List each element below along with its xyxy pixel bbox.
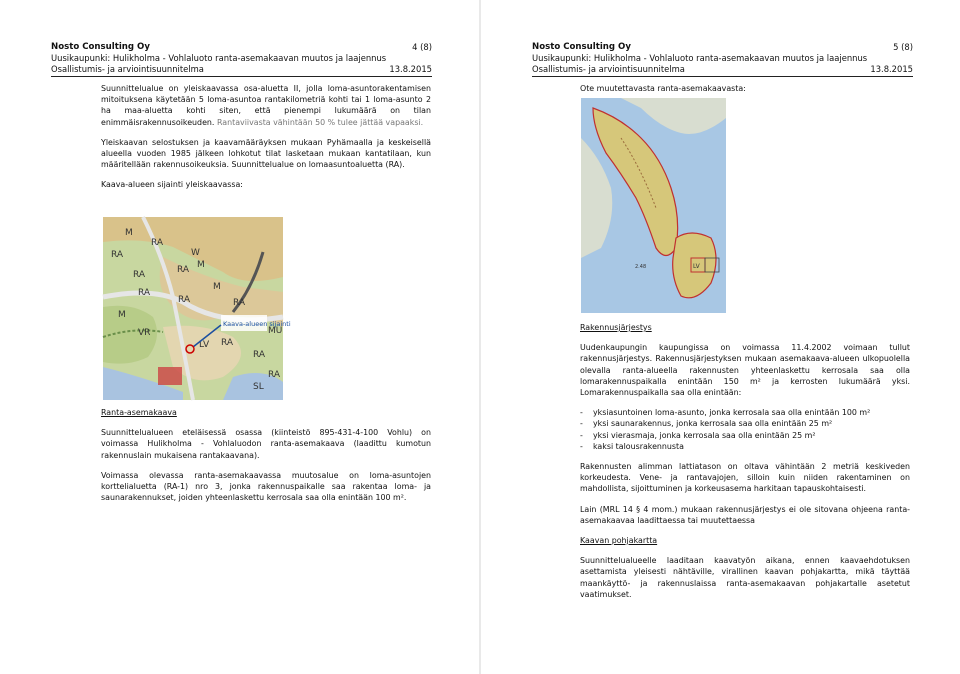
map-label: RA <box>253 350 266 360</box>
page-header <box>532 42 913 77</box>
general-plan-map <box>103 217 291 400</box>
document-type: Osallistumis- ja arviointisuunnitelma <box>51 64 204 74</box>
paragraph: Yleiskaavan selostuksen ja kaavamääräyksen mukaan Pyhämaalla ja keskeisellä alueella vuoden 1985 jälkeen lohkotut tilat lasketaan mukaan kantatilaan, kun määritellään rakennusoikeuksia. Suunnittelualue on lomaasuntoaluetta (RA). <box>101 137 431 170</box>
page-number: 5 (8) <box>893 42 913 52</box>
header-rule <box>532 76 913 77</box>
map-label: 2.48 <box>635 264 647 270</box>
paragraph: Rakennusten alimman lattiatason on oltava vähintään 2 metriä keskiveden korkeudesta. Vene- ja rantavajojen, silloin kuin niiden rakentaminen on mahdollista, sijoittuminen ja korkeusasema harkitaan tapauskohtaisesti. <box>580 462 910 494</box>
paragraph: Suunnittelualueen eteläisessä osassa (kiinteistö 895-431-4-100 Vohlu) on voimassa Hulikholma - Vohlaluodon ranta-asemakaava (laadittu kumotun rakennuslain mukaisena rantakaavana). <box>101 428 431 460</box>
section-heading: Rakennusjärjestys <box>580 323 652 332</box>
page-body-lower <box>101 407 431 512</box>
company-name: Nosto Consulting Oy <box>532 42 631 52</box>
document-page-4 <box>0 0 479 674</box>
shore-plan-map <box>581 98 726 313</box>
document-subtitle: Uusikaupunki: Hulikholma - Vohlaluoto ranta-asemakaavan muutos ja laajennus <box>532 53 868 63</box>
map-label: M <box>197 260 205 270</box>
page-header <box>51 42 432 77</box>
map-label: M <box>213 282 221 292</box>
page-body-lower <box>580 322 910 609</box>
document-date: 13.8.2015 <box>389 64 432 74</box>
list-item: - yksi vierasmaja, jonka kerrosala saa olla enintään 25 m² <box>580 430 910 441</box>
map-caption: Kaava-alueen sijainti yleiskaavassa: <box>101 180 243 190</box>
map-label: LV <box>693 263 700 270</box>
list-item: - kaksi talousrakennusta <box>580 441 910 452</box>
map-label: RA <box>178 295 191 305</box>
map-label: M <box>118 310 126 320</box>
page-body <box>101 83 431 200</box>
map-caption: Ote muutettavasta ranta-asemakaavasta: <box>580 84 746 93</box>
paragraph: Lain (MRL 14 § 4 mom.) mukaan rakennusjärjestys ei ole sitovana ohjeena ranta-asemakaavaa laadittaessa tai muutettaessa <box>580 504 910 525</box>
map-label: RA <box>111 250 124 260</box>
text-shoreline: Rantaviivasta vähintään 50 % tulee jättää vapaaksi. <box>216 117 424 127</box>
header-rule <box>51 76 432 77</box>
map-label: SL <box>253 382 264 392</box>
map-label: RA <box>133 270 146 280</box>
document-page-5 <box>481 0 960 674</box>
bullet-list <box>580 407 910 452</box>
map-label: RA <box>221 338 234 348</box>
map-label: MU <box>268 326 283 336</box>
map-label: RA <box>268 370 281 380</box>
map-location-label: Kaava-alueen sijainti <box>223 320 291 328</box>
paragraph: Voimassa olevassa ranta-asemakaavassa muutosalue on loma-asuntojen korttelialuetta (RA-1) nro 3, jonka rakennuspaikalle saa rakentaa loma- ja saunarakennukset, joiden yhteenlaskettu kerrosala saa olla enintään 100 m². <box>101 470 431 503</box>
map-label: VR <box>138 328 151 338</box>
map-label: LV <box>199 340 210 350</box>
map-label: W <box>191 248 200 258</box>
text-general-plan: Suunnittelualue on yleiskaavassa osa-aluetta II, jolla loma-asuntorakentamisen mitoituksena käytetään 5 loma-asuntoa rantakilometriä kohti tai 1 loma-asunto 2 ha maa-aluetta kohti siten, että pienempi lukumäärä on tilan enimmäisrakennusoikeuden. <box>101 84 431 127</box>
map-label: RA <box>177 265 190 275</box>
map-label: M <box>125 228 133 238</box>
document-date: 13.8.2015 <box>870 64 913 74</box>
list-item: - yksi saunarakennus, jonka kerrosala saa olla enintään 25 m² <box>580 418 910 429</box>
paragraph: Uudenkaupungin kaupungissa on voimassa 11.4.2002 voimaan tullut rakennusjärjestys. Rakennusjärjestyksen mukaan asemakaava-alueen ulkopuolella olevalla ranta-alueella rakennusten yhteenlaskettu kerrosala saa olla lomarakennuspaikalla enintään 150 m² ja kerrosten lukumäärä yksi. Lomarakennuspaikalla saa olla enintään: <box>580 343 910 398</box>
paragraph: Suunnittelualueelle laaditaan kaavatyön aikana, ennen kaavaehdotuksen asettamista yleisesti nähtäville, virallinen kaavan pohjakartta, mikä täyttää maankäyttö- ja rakennuslaissa ranta-asemakaavan pohjakartalle asetetut vaatimukset. <box>580 556 910 599</box>
map-label: RA <box>233 298 246 308</box>
document-type: Osallistumis- ja arviointisuunnitelma <box>532 64 685 74</box>
section-heading: Kaavan pohjakartta <box>580 536 658 546</box>
map-label: RA <box>138 288 151 298</box>
section-heading: Ranta-asemakaava <box>101 408 177 417</box>
list-item: - yksiasuntoinen loma-asunto, jonka kerrosala saa olla enintään 100 m² <box>580 407 910 418</box>
document-subtitle: Uusikaupunki: Hulikholma - Vohlaluoto ranta-asemakaavan muutos ja laajennus <box>51 53 387 63</box>
map-label: RA <box>151 238 164 248</box>
company-name: Nosto Consulting Oy <box>51 42 150 52</box>
page-number: 4 (8) <box>412 42 432 52</box>
paragraph <box>101 83 431 128</box>
